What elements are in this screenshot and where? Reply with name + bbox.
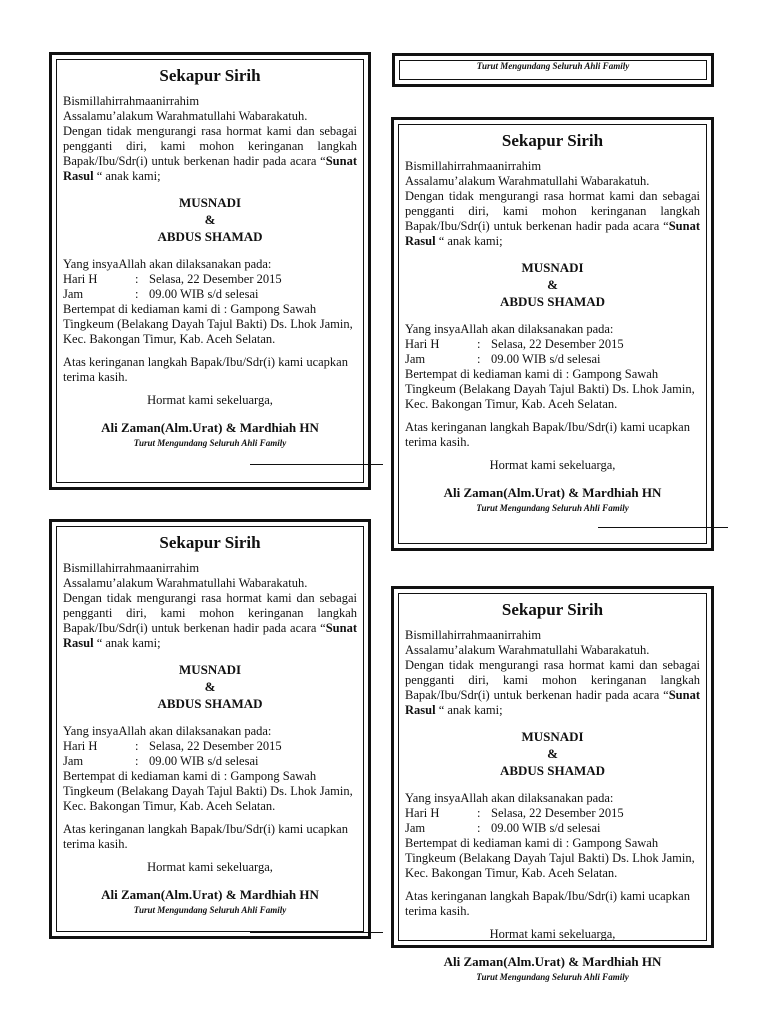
time-label: Jam (405, 821, 426, 835)
card-inner (56, 59, 364, 483)
time-colon: : (477, 821, 481, 835)
day-row (63, 739, 357, 754)
top-banner (392, 53, 714, 87)
child-name-2: ABDUS SHAMAD (157, 229, 263, 244)
time-label: Jam (63, 287, 84, 301)
salam-text: Assalamu’alakum Warahmatullahi Wabarakatuh. (405, 643, 650, 657)
card-title: Sekapur Sirih (159, 66, 261, 85)
when-intro: Yang insyaAllah akan dilaksanakan pada: (405, 322, 614, 336)
day-label: Hari H (63, 739, 98, 753)
thanks-text: Atas keringanan langkah Bapak/Ibu/Sdr(i) kami ucapkan terima kasih. (405, 889, 690, 918)
child-name-1: MUSNADI (521, 729, 584, 744)
time-value: 09.00 WIB s/d selesai (149, 754, 259, 768)
venue-text: Bertempat di kediaman kami di : Gampong Sawah Tingkeum (Belakang Dayah Tajul Bakti) Ds. Lhok Jamin, Kec. Bakongan Timur, Kab. Aceh Selatan. (405, 836, 695, 880)
child-name-2: ABDUS SHAMAD (499, 763, 606, 778)
event-name: Sunat Rasul (63, 621, 357, 650)
time-value: 09.00 WIB s/d selesai (491, 352, 601, 366)
event-name: Sunat Rasul (405, 219, 700, 248)
time-colon: : (135, 754, 139, 768)
signature: Ali Zaman(Alm.Urat) & Mardhiah HN (443, 485, 662, 500)
turut-text: Turut Mengundang Seluruh Ahli Family (476, 972, 629, 982)
card-inner (56, 526, 364, 932)
intro-pre: Dengan tidak mengurangi rasa hormat kami dan sebagai pengganti diri, kami mohon keringanan langkah Bapak/Ibu/Sdr(i) untuk berkenan hadir pada acara “ (405, 189, 700, 233)
intro-post: “ anak kami; (435, 703, 503, 717)
turut-text: Turut Mengundang Seluruh Ahli Family (476, 503, 629, 513)
salam-text: Assalamu’alakum Warahmatullahi Wabarakatuh. (63, 109, 308, 123)
child-name-1: MUSNADI (178, 662, 242, 677)
child-name-2: ABDUS SHAMAD (499, 294, 606, 309)
intro-pre: Dengan tidak mengurangi rasa hormat kami dan sebagai pengganti diri, kami mohon keringanan langkah Bapak/Ibu/Sdr(i) untuk berkenan hadir pada acara “ (405, 658, 700, 702)
salam-text: Assalamu’alakum Warahmatullahi Wabarakatuh. (63, 576, 308, 590)
when-intro: Yang insyaAllah akan dilaksanakan pada: (405, 791, 614, 805)
thanks-text: Atas keringanan langkah Bapak/Ibu/Sdr(i) kami ucapkan terima kasih. (405, 420, 690, 449)
card-inner (398, 124, 707, 544)
intro-pre: Dengan tidak mengurangi rasa hormat kami dan sebagai pengganti diri, kami mohon keringanan langkah Bapak/Ibu/Sdr(i) untuk berkenan hadir pada acara “ (63, 591, 357, 635)
salam-text: Assalamu’alakum Warahmatullahi Wabarakatuh. (405, 174, 650, 188)
time-row (63, 287, 357, 302)
time-colon: : (135, 287, 139, 301)
signature: Ali Zaman(Alm.Urat) & Mardhiah HN (443, 954, 662, 969)
bismillah-text: Bismillahirrahmaanirrahim (405, 159, 542, 173)
day-colon: : (135, 739, 139, 753)
time-row (405, 352, 700, 367)
intro-post: “ anak kami; (93, 169, 161, 183)
day-label: Hari H (63, 272, 98, 286)
child-name-2: ABDUS SHAMAD (157, 696, 263, 711)
time-colon: : (477, 352, 481, 366)
regards-text: Hormat kami sekeluarga, (489, 458, 616, 472)
invitation-card-2 (391, 117, 714, 551)
card-title: Sekapur Sirih (159, 533, 261, 552)
day-row (63, 272, 357, 287)
signature: Ali Zaman(Alm.Urat) & Mardhiah HN (101, 887, 319, 902)
child-names (63, 194, 357, 245)
regards-text: Hormat kami sekeluarga, (147, 860, 273, 874)
child-name-1: MUSNADI (521, 260, 584, 275)
day-colon: : (135, 272, 139, 286)
time-row (63, 754, 357, 769)
bismillah-text: Bismillahirrahmaanirrahim (63, 561, 200, 575)
day-value: Selasa, 22 Desember 2015 (491, 806, 624, 820)
day-row (405, 806, 700, 821)
thanks-text: Atas keringanan langkah Bapak/Ibu/Sdr(i) kami ucapkan terima kasih. (63, 822, 348, 851)
ampersand: & (204, 212, 216, 227)
ampersand: & (547, 746, 558, 761)
time-label: Jam (63, 754, 84, 768)
intro-post: “ anak kami; (435, 234, 503, 248)
underline-1 (250, 464, 383, 465)
intro-paragraph (405, 658, 700, 718)
intro-paragraph (63, 124, 357, 184)
venue-text: Bertempat di kediaman kami di : Gampong Sawah Tingkeum (Belakang Dayah Tajul Bakti) Ds. Lhok Jamin, Kec. Bakongan Timur, Kab. Aceh Selatan. (405, 367, 695, 411)
time-value: 09.00 WIB s/d selesai (491, 821, 601, 835)
regards-text: Hormat kami sekeluarga, (489, 927, 616, 941)
day-colon: : (477, 337, 481, 351)
time-row (405, 821, 700, 836)
signature: Ali Zaman(Alm.Urat) & Mardhiah HN (101, 420, 319, 435)
underline-3 (250, 932, 383, 933)
when-intro: Yang insyaAllah akan dilaksanakan pada: (63, 257, 272, 271)
card-title: Sekapur Sirih (501, 131, 604, 150)
turut-text: Turut Mengundang Seluruh Ahli Family (133, 438, 287, 448)
intro-paragraph (405, 189, 700, 249)
invitation-card-1 (49, 52, 371, 490)
day-colon: : (477, 806, 481, 820)
ampersand: & (547, 277, 558, 292)
underline-2 (598, 527, 728, 528)
invitation-card-4 (391, 586, 714, 982)
intro-post: “ anak kami; (93, 636, 161, 650)
day-value: Selasa, 22 Desember 2015 (491, 337, 624, 351)
card-inner (398, 593, 707, 982)
regards-text: Hormat kami sekeluarga, (147, 393, 273, 407)
venue-text: Bertempat di kediaman kami di : Gampong Sawah Tingkeum (Belakang Dayah Tajul Bakti) Ds. Lhok Jamin, Kec. Bakongan Timur, Kab. Aceh Selatan. (63, 302, 353, 346)
intro-paragraph (63, 591, 357, 651)
day-label: Hari H (405, 337, 440, 351)
card-title: Sekapur Sirih (501, 600, 604, 619)
event-name: Sunat Rasul (405, 688, 700, 717)
time-label: Jam (405, 352, 426, 366)
thanks-text: Atas keringanan langkah Bapak/Ibu/Sdr(i) kami ucapkan terima kasih. (63, 355, 348, 384)
child-names (63, 661, 357, 712)
when-intro: Yang insyaAllah akan dilaksanakan pada: (63, 724, 272, 738)
venue-text: Bertempat di kediaman kami di : Gampong Sawah Tingkeum (Belakang Dayah Tajul Bakti) Ds. Lhok Jamin, Kec. Bakongan Timur, Kab. Aceh Selatan. (63, 769, 353, 813)
child-name-1: MUSNADI (178, 195, 242, 210)
day-value: Selasa, 22 Desember 2015 (149, 739, 282, 753)
turut-text: Turut Mengundang Seluruh Ahli Family (133, 905, 287, 915)
child-names (405, 728, 700, 779)
top-banner-text: Turut Mengundang Seluruh Ahli Family (399, 60, 707, 80)
time-value: 09.00 WIB s/d selesai (149, 287, 259, 301)
bismillah-text: Bismillahirrahmaanirrahim (405, 628, 542, 642)
day-row (405, 337, 700, 352)
day-label: Hari H (405, 806, 440, 820)
bismillah-text: Bismillahirrahmaanirrahim (63, 94, 200, 108)
ampersand: & (204, 679, 216, 694)
invitation-card-3 (49, 519, 371, 939)
event-name: Sunat Rasul (63, 154, 357, 183)
intro-pre: Dengan tidak mengurangi rasa hormat kami dan sebagai pengganti diri, kami mohon keringanan langkah Bapak/Ibu/Sdr(i) untuk berkenan hadir pada acara “ (63, 124, 357, 168)
day-value: Selasa, 22 Desember 2015 (149, 272, 282, 286)
child-names (405, 259, 700, 310)
